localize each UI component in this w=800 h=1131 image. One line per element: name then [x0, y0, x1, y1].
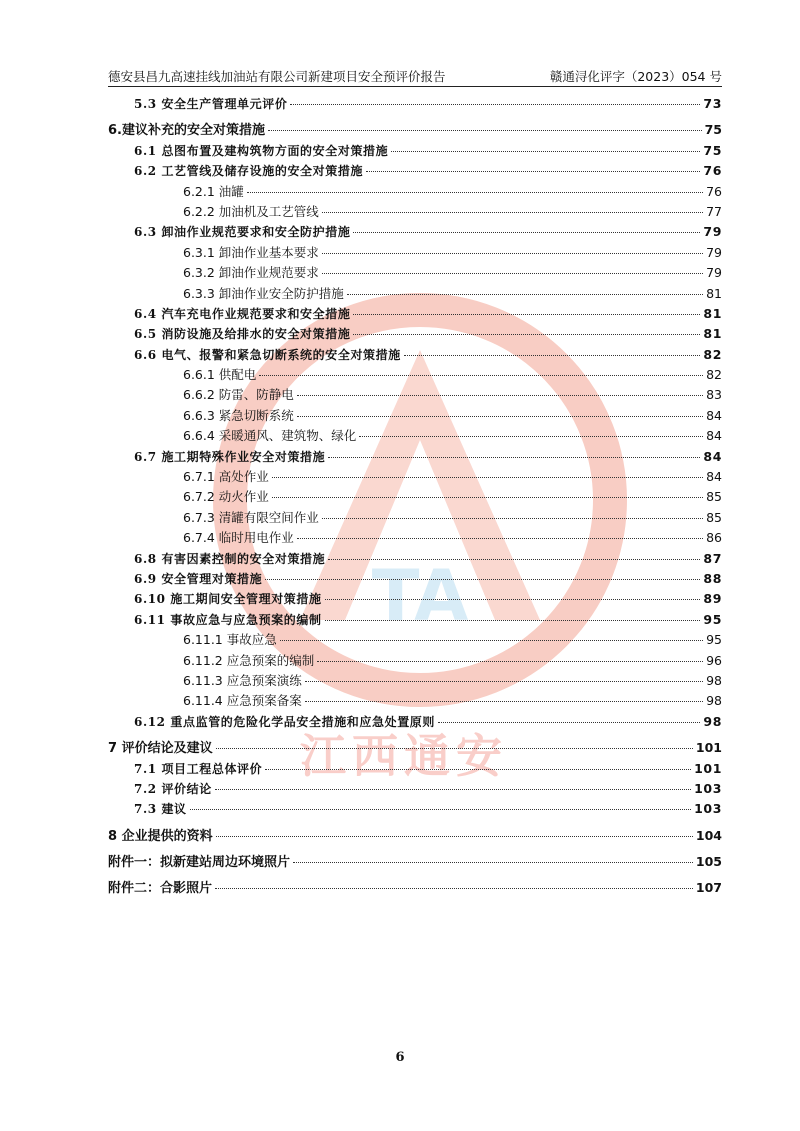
toc-entry[interactable]: [108, 467, 722, 487]
toc-entry-page: 77: [706, 203, 722, 219]
toc-entry-title: 6.6.3 紧急切断系统: [183, 407, 294, 423]
table-of-contents: [108, 94, 722, 899]
toc-entry[interactable]: [108, 569, 722, 589]
toc-entry-page: 81: [703, 305, 722, 321]
toc-entry-title: 6.9 安全管理对策措施: [134, 571, 263, 586]
toc-entry-title: 6.3.1 卸油作业基本要求: [183, 244, 319, 260]
toc-leader-dots: [353, 314, 700, 315]
toc-entry-page: 81: [706, 285, 722, 301]
toc-entry-page: 89: [703, 591, 722, 607]
toc-leader-dots: [259, 375, 703, 376]
toc-entry-title: 6.6.4 采暖通风、建筑物、绿化: [183, 428, 357, 444]
header-report-title: 德安县昌九高速挂线加油站有限公司新建项目安全预评价报告: [108, 69, 446, 84]
toc-entry[interactable]: [108, 182, 722, 202]
toc-entry[interactable]: [108, 447, 722, 467]
toc-entry[interactable]: [108, 691, 722, 711]
toc-entry-page: 107: [695, 880, 722, 896]
toc-entry-page: 98: [706, 672, 722, 688]
toc-entry[interactable]: [108, 651, 722, 671]
toc-entry-title: 6.11.2 应急预案的编制: [183, 652, 315, 668]
toc-entry[interactable]: [108, 94, 722, 114]
toc-entry-title: 7.3 建议: [134, 802, 187, 817]
toc-entry-page: 87: [703, 550, 722, 566]
toc-leader-dots: [317, 661, 703, 662]
toc-entry-page: 95: [706, 632, 722, 648]
toc-leader-dots: [216, 748, 693, 749]
toc-leader-dots: [347, 294, 703, 295]
toc-leader-dots: [438, 722, 700, 723]
toc-leader-dots: [297, 538, 703, 539]
toc-entry[interactable]: [108, 345, 722, 365]
toc-entry-title: 6.3 卸油作业规范要求和安全防护措施: [134, 225, 351, 240]
toc-entry[interactable]: [108, 610, 722, 630]
toc-entry-title: 6.7 施工期特殊作业安全对策措施: [134, 449, 326, 464]
toc-entry-title: 6.1 总图布置及建构筑物方面的安全对策措施: [134, 143, 389, 158]
toc-entry[interactable]: [108, 365, 722, 385]
toc-entry[interactable]: [108, 508, 722, 528]
toc-entry-page: 96: [706, 652, 722, 668]
toc-leader-dots: [272, 477, 703, 478]
toc-leader-dots: [328, 457, 700, 458]
toc-entry-page: 84: [706, 428, 722, 444]
toc-leader-dots: [391, 151, 700, 152]
toc-entry-title: 6.3.3 卸油作业安全防护措施: [183, 285, 344, 301]
toc-entry[interactable]: [108, 243, 722, 263]
toc-entry[interactable]: [108, 671, 722, 691]
toc-leader-dots: [265, 579, 700, 580]
toc-leader-dots: [247, 192, 703, 193]
toc-leader-dots: [216, 836, 693, 837]
toc-entry-page: 86: [706, 530, 722, 546]
toc-entry[interactable]: [108, 712, 722, 732]
toc-leader-dots: [280, 640, 703, 641]
toc-entry[interactable]: [108, 852, 722, 872]
toc-entry-title: 6.10 施工期间安全管理对策措施: [134, 592, 322, 607]
toc-entry[interactable]: [108, 202, 722, 222]
toc-entry[interactable]: [108, 528, 722, 548]
toc-entry-title: 6.5 消防设施及给排水的安全对策措施: [134, 327, 351, 342]
page-header: [108, 64, 722, 87]
toc-leader-dots: [322, 273, 703, 274]
toc-entry[interactable]: [108, 738, 722, 758]
toc-leader-dots: [328, 559, 700, 560]
toc-leader-dots: [290, 104, 700, 105]
toc-entry-page: 103: [694, 801, 722, 817]
toc-entry[interactable]: [108, 589, 722, 609]
toc-leader-dots: [190, 809, 691, 810]
toc-entry-page: 79: [706, 244, 722, 260]
toc-entry-page: 76: [703, 163, 722, 179]
toc-entry[interactable]: [108, 406, 722, 426]
header-report-number: 赣通浔化评字（2023）054 号: [549, 69, 722, 84]
toc-entry-title: 6.3.2 卸油作业规范要求: [183, 265, 319, 281]
toc-leader-dots: [215, 888, 693, 889]
toc-entry-page: 98: [703, 713, 722, 729]
toc-entry-title: 6.7.4 临时用电作业: [183, 530, 294, 546]
toc-entry[interactable]: [108, 141, 722, 161]
toc-leader-dots: [272, 497, 703, 498]
toc-leader-dots: [322, 212, 703, 213]
toc-entry-title: 6.6.1 供配电: [183, 367, 257, 383]
toc-entry-title: 6.11.4 应急预案备案: [183, 693, 302, 709]
toc-entry[interactable]: [108, 385, 722, 405]
toc-leader-dots: [305, 701, 703, 702]
toc-entry-title: 6.11 事故应急与应急预案的编制: [134, 612, 322, 627]
toc-entry-title: 7.1 项目工程总体评价: [134, 761, 263, 776]
toc-entry[interactable]: [108, 759, 722, 779]
toc-leader-dots: [325, 599, 701, 600]
toc-entry[interactable]: [108, 779, 722, 799]
toc-entry[interactable]: [108, 324, 722, 344]
toc-entry-page: 85: [706, 489, 722, 505]
toc-entry-page: 85: [706, 509, 722, 525]
toc-entry-title: 8 企业提供的资料: [108, 828, 213, 844]
toc-entry-title: 5.3 安全生产管理单元评价: [134, 97, 288, 111]
toc-entry[interactable]: [108, 304, 722, 324]
toc-entry-page: 84: [706, 407, 722, 423]
toc-entry-page: 84: [703, 448, 722, 464]
toc-entry-title: 6.2.2 加油机及工艺管线: [183, 203, 319, 219]
toc-entry-page: 81: [703, 326, 722, 342]
toc-entry[interactable]: [108, 487, 722, 507]
toc-leader-dots: [322, 253, 703, 254]
toc-entry-page: 84: [706, 469, 722, 485]
toc-entry-title: 7.2 评价结论: [134, 781, 212, 796]
toc-entry[interactable]: [108, 161, 722, 181]
toc-entry-page: 98: [706, 693, 722, 709]
toc-entry-page: 103: [694, 780, 722, 796]
toc-entry-title: 6.6 电气、报警和紧急切断系统的安全对策措施: [134, 347, 401, 362]
toc-leader-dots: [359, 436, 703, 437]
toc-entry-page: 101: [694, 760, 722, 776]
toc-entry[interactable]: [108, 426, 722, 446]
toc-entry[interactable]: [108, 120, 722, 140]
toc-entry-title: 6.7.2 动火作业: [183, 489, 269, 505]
toc-leader-dots: [297, 416, 703, 417]
toc-entry-page: 82: [706, 367, 722, 383]
svg-text:TA: TA: [371, 555, 469, 637]
toc-leader-dots: [325, 620, 701, 621]
toc-entry-page: 79: [706, 265, 722, 281]
toc-entry-title: 6.11.3 应急预案演练: [183, 672, 302, 688]
toc-entry-title: 6.7.3 清罐有限空间作业: [183, 509, 319, 525]
toc-leader-dots: [215, 789, 691, 790]
toc-leader-dots: [265, 769, 691, 770]
toc-entry-title: 6.8 有害因素控制的安全对策措施: [134, 551, 326, 566]
toc-entry-page: 75: [704, 122, 722, 138]
toc-entry-title: 6.7.1 高处作业: [183, 469, 269, 485]
toc-entry-page: 75: [703, 142, 722, 158]
toc-leader-dots: [366, 171, 700, 172]
toc-entry-page: 82: [703, 346, 722, 362]
toc-entry-page: 101: [695, 740, 722, 756]
toc-entry-title: 附件一：拟新建站周边环境照片: [108, 855, 291, 871]
toc-entry-title: 6.12 重点监管的危险化学品安全措施和应急处置原则: [134, 714, 436, 729]
toc-entry-title: 6.2 工艺管线及储存设施的安全对策措施: [134, 164, 364, 179]
toc-entry[interactable]: [108, 799, 722, 819]
toc-entry[interactable]: [108, 878, 722, 898]
toc-leader-dots: [322, 518, 703, 519]
toc-leader-dots: [353, 334, 700, 335]
toc-leader-dots: [293, 862, 693, 863]
toc-entry-title: 7 评价结论及建议: [108, 741, 213, 757]
toc-entry[interactable]: [108, 630, 722, 650]
toc-entry-title: 附件二：合影照片: [108, 881, 213, 897]
toc-entry[interactable]: [108, 826, 722, 846]
toc-entry[interactable]: [108, 284, 722, 304]
toc-entry-page: 73: [703, 96, 722, 111]
toc-entry-page: 104: [695, 827, 722, 843]
toc-entry-page: 76: [706, 183, 722, 199]
toc-leader-dots: [305, 681, 703, 682]
toc-leader-dots: [353, 232, 700, 233]
toc-entry-page: 83: [706, 387, 722, 403]
toc-entry-page: 95: [703, 611, 722, 627]
toc-leader-dots: [268, 130, 702, 131]
toc-entry[interactable]: [108, 263, 722, 283]
toc-entry-title: 6.建议补充的安全对策措施: [108, 123, 265, 139]
toc-entry-page: 79: [703, 224, 722, 240]
toc-entry-page: 105: [695, 854, 722, 870]
toc-entry-title: 6.4 汽车充电作业规范要求和安全措施: [134, 306, 351, 321]
toc-entry-page: 88: [703, 570, 722, 586]
toc-leader-dots: [297, 395, 703, 396]
watermark-company-text: 江西通安: [300, 729, 508, 783]
toc-leader-dots: [404, 355, 701, 356]
toc-entry[interactable]: [108, 222, 722, 242]
toc-entry-title: 6.11.1 事故应急: [183, 632, 277, 648]
toc-entry-title: 6.2.1 油罐: [183, 183, 244, 199]
page-number: 6: [395, 1050, 405, 1065]
toc-entry[interactable]: [108, 549, 722, 569]
toc-entry-title: 6.6.2 防雷、防静电: [183, 387, 294, 403]
